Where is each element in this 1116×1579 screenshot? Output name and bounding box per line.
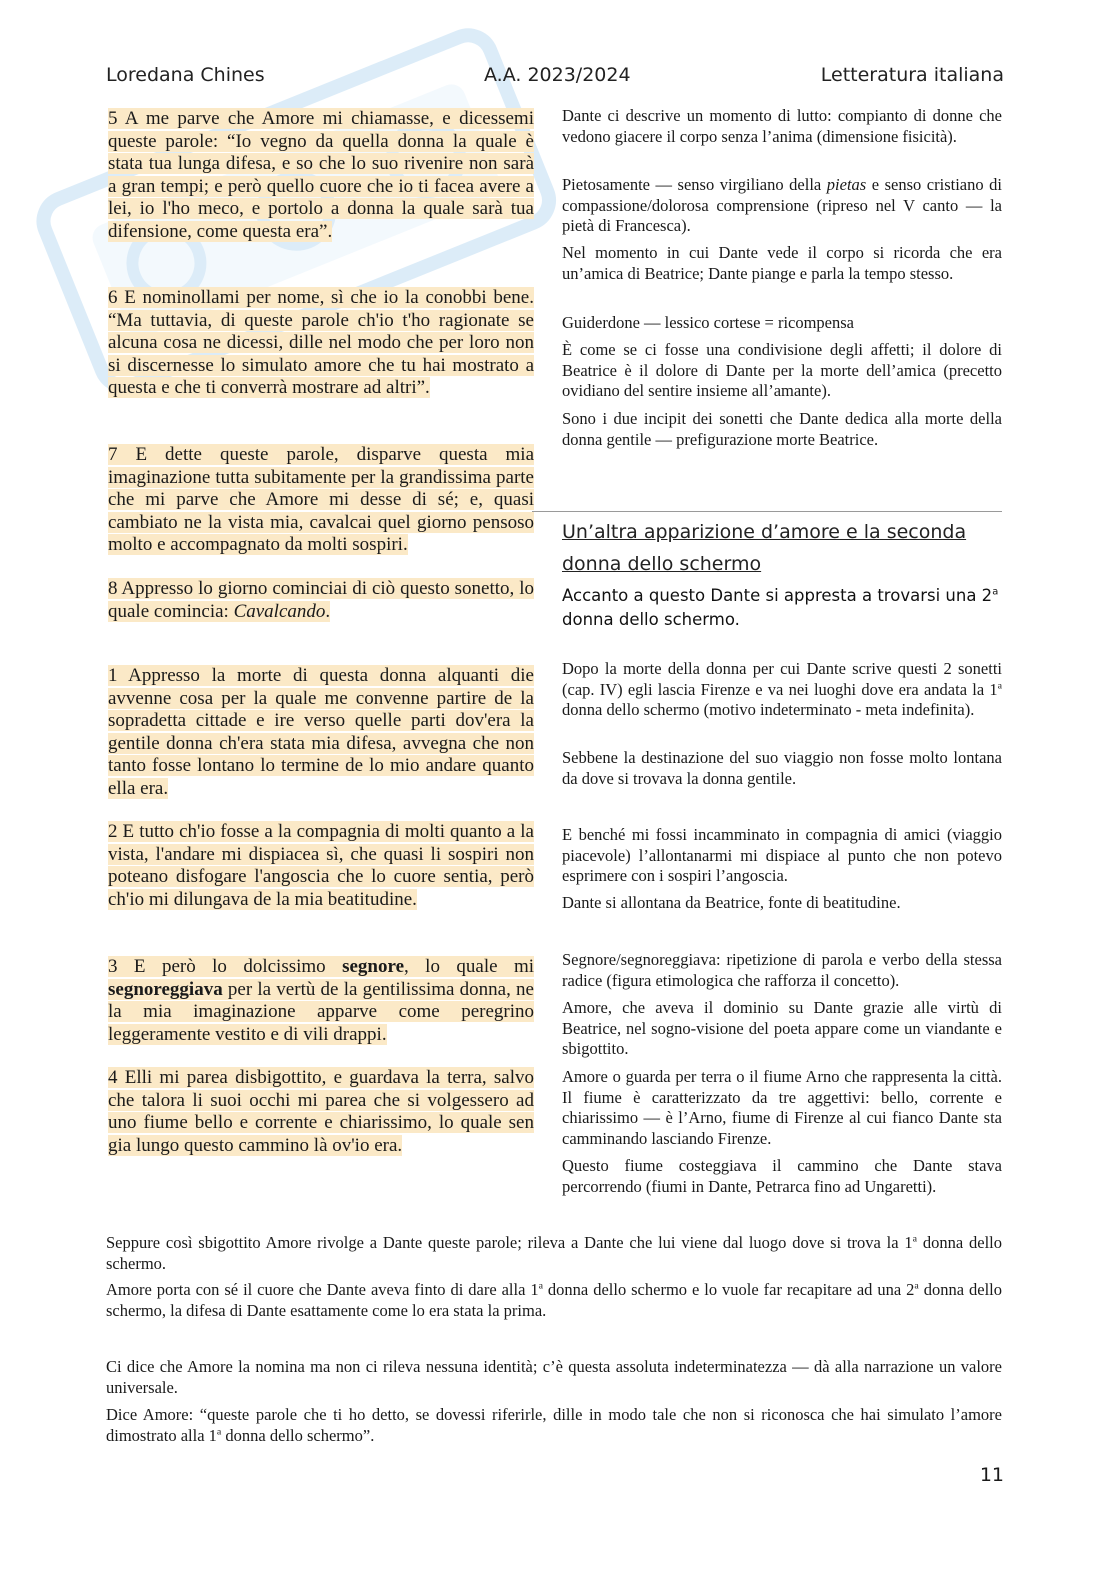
section-divider (532, 511, 1002, 512)
text-run: 3 E però lo dolcissimo (108, 956, 343, 977)
text-run: donna dello schermo (motivo indeterminato - meta indefinita). (562, 700, 975, 719)
text-run: Dante ci descrive un momento di lutto: compianto di donne che vedono giacere il corpo senza l’anima (dimensione fisicità). (562, 106, 1002, 146)
commentary-note (562, 748, 1002, 789)
text-run: Questo fiume costeggiava il cammino che Dante stava percorrendo (fiumi in Dante, Petrarca fino ad Ungaretti). (562, 1156, 1002, 1196)
commentary-note (562, 106, 1002, 147)
ordinal-superscript: a (912, 1233, 918, 1245)
text-run: Segnore/segnoreggiava: ripetizione di parola e verbo della stessa radice (figura etimologica che rafforza il concetto). (562, 950, 1002, 990)
vita-nuova-chapter-paragraph-3 (108, 956, 534, 1046)
text-run: Seppure così sbigottito Amore rivolge a Dante queste parole; rileva a Dante che lui viene dal luogo dove si trova la 1 (106, 1233, 913, 1252)
vita-nuova-paragraph-7 (108, 444, 534, 557)
commentary-note (562, 313, 1002, 334)
text-run: Pietosamente — senso virgiliano della (562, 175, 827, 194)
italic-term: pietas (826, 175, 867, 194)
commentary-note (562, 409, 1002, 450)
text-run: Sebbene la destinazione del suo viaggio non fosse molto lontana da dove si trovava la donna gentile. (562, 748, 1002, 788)
text-run: Ci dice che Amore la nomina ma non ci rileva nessuna identità; c’è questa assoluta indeterminatezza — dà alla narrazione un valore universale. (106, 1357, 1002, 1397)
text-run: donna dello schermo e lo vuole far recapitare ad una 2 (542, 1280, 915, 1299)
header-author: Loredana Chines (106, 64, 265, 86)
summary-note (106, 1233, 1002, 1274)
text-run: per la vertù de la gentilissima donna, ne la mia imaginazione apparve come peregrino leggeramente vestito e di vili drappi. (108, 978, 534, 1045)
ordinal-superscript: a (538, 1280, 543, 1292)
commentary-note (562, 825, 1002, 887)
vita-nuova-paragraph-5 (108, 108, 534, 243)
vita-nuova-chapter-paragraph-1 (108, 665, 534, 800)
text-run: 1 Appresso la morte di questa donna alquanti die avvenne cosa per la quale me convenne partire de la sopradetta cittade e ire verso quelle parti dov'era la gentile donna ch'era stata mia difesa, avvegna che non tanto fosse lontano lo termine de lo mio andare quanto ella era. (108, 665, 534, 799)
text-run: . (325, 600, 331, 622)
vita-nuova-paragraph-8 (108, 578, 534, 623)
bold-term: segnore (342, 956, 405, 977)
text-run: 7 E dette queste parole, disparve questa mia imaginazione tutta subitamente per la grandissima parte che mi parve che Amore mi desse di sé; e, quasi cambiato ne la vista mia, cavalcai quel giorno pensoso molto e accompagnato da molti sospiri. (108, 444, 534, 555)
commentary-note (562, 659, 1002, 721)
summary-note (106, 1405, 1002, 1446)
text-run: Amore, che aveva il dominio su Dante grazie alle virtù di Beatrice, nel sogno-visione del poeta appare come un viandante e sbigottito. (562, 998, 1002, 1058)
text-run: e senso cristiano di compassione/dolorosa comprensione (ripreso nel V canto — la pietà di Francesca). (562, 175, 1003, 235)
commentary-note (562, 1067, 1002, 1149)
text-run: donna dello schermo. (106, 1233, 1002, 1273)
text-run: Amore porta con sé il cuore che Dante aveva finto di dare alla 1 (106, 1280, 539, 1299)
ordinal-superscript: a (997, 680, 1002, 691)
text-run: Guiderdone — lessico cortese = ricompensa (562, 313, 855, 332)
commentary-note (562, 1156, 1002, 1197)
text-run: 2 E tutto ch'io fosse a la compagnia di molti quanto a la vista, l'andare mi dispiacea sì, che quasi li sospiri non poteano disfogare l'angoscia che lo cuore sentia, però ch'io mi dilungava de la mia beatitudine. (108, 821, 534, 910)
text-run: 6 E nominollami per nome, sì che io la conobbi bene. “Ma tuttavia, di queste parole ch'io t'ho ragionate se alcuna cosa ne dicessi, dille nel modo che per loro non si discernesse lo simulato amore che tu hai mostrato a questa e che ti converrà mostrare ad altri”. (108, 287, 534, 398)
text-run: Amore o guarda per terra o il fiume Arno che rappresenta la città. Il fiume è caratterizzato da tre aggettivi: bello, corrente e chiarissimo — è l’Arno, fiume di Firenze al cui fianco Dante sta camminando lasciando Firenze. (562, 1067, 1002, 1148)
section-title: Un’altra apparizione d’amore e la seconda donna dello schermo (562, 521, 967, 575)
text-run: Nel momento in cui Dante vede il corpo si ricorda che era un’amica di Beatrice; Dante piange e parla la tempo stesso. (562, 243, 1002, 283)
commentary-note (562, 340, 1002, 402)
header-academic-year: A.A. 2023/2024 (484, 64, 631, 86)
commentary-note (562, 950, 1002, 991)
text-run: 5 A me parve che Amore mi chiamasse, e dicessemi queste parole: “Io vegno da quella donna la quale è stata tua lunga difesa, e so che lo suo rivenire non sarà a gran tempi; e però quello cuore che io ti facea avere a lei, io l'ho meco, e portolo a donna la quale sarà tua difensione, come questa era”. (108, 108, 534, 242)
commentary-note (562, 243, 1002, 284)
ordinal-superscript: a (914, 1280, 919, 1292)
text-run: , lo quale mi (404, 956, 535, 977)
summary-note (106, 1280, 1002, 1321)
ordinal-superscript: a (216, 1426, 222, 1437)
text-run: Dice Amore: “queste parole che ti ho detto, se dovessi riferirle, dille in modo tale che non si riconosca che hai simulato l’amore dimostrato alla 1 (106, 1405, 1002, 1445)
summary-note (106, 1357, 1002, 1398)
header-course: Letteratura italiana (820, 64, 1004, 86)
text-run: Sono i due incipit dei sonetti che Dante dedica alla morte della donna gentile — prefigurazione morte Beatrice. (562, 409, 1002, 449)
commentary-note (562, 893, 1002, 914)
vita-nuova-paragraph-6 (108, 287, 534, 400)
italic-term: Cavalcando (233, 600, 326, 622)
text-run: È come se ci fosse una condivisione degli affetti; il dolore di Beatrice è il dolore di Dante per la morte dell’amica (precetto ovidiano del sentire insieme all’amante). (562, 340, 1002, 400)
text-run: 8 Appresso lo giorno cominciai di ciò questo sonetto, lo quale comincia: (108, 578, 534, 622)
bold-term: segnoreggiava (108, 978, 223, 1000)
text-run: E benché mi fossi incamminato in compagnia di amici (viaggio piacevole) l’allontanarmi mi dispiace al punto che non potevo esprimere con i sospiri l’angoscia. (562, 825, 1002, 885)
text-run: 4 Elli mi parea disbigottito, e guardava la terra, salvo che talora li suoi occhi mi parea che si volgessero ad uno fiume bello e corrente e chiarissimo, lo quale sen gia lungo questo cammino là ov'io era. (108, 1067, 534, 1156)
vita-nuova-chapter-paragraph-2 (108, 821, 534, 911)
page-number: 11 (979, 1464, 1004, 1486)
vita-nuova-chapter-paragraph-4 (108, 1067, 534, 1157)
text-run: Dante si allontana da Beatrice, fonte di beatitudine. (562, 893, 901, 912)
text-run: donna dello schermo, la difesa di Dante esattamente come lo era stata la prima. (106, 1280, 1002, 1320)
section-subtitle: Accanto a questo Dante si appresta a trovarsi una 2$^a$ donna dello schermo. (562, 586, 999, 629)
text-run: Dopo la morte della donna per cui Dante scrive questi 2 sonetti (cap. IV) egli lascia Firenze e va nei luoghi dove era andata la 1 (562, 659, 1002, 699)
text-run: donna dello schermo”. (221, 1425, 375, 1445)
commentary-note (562, 175, 1002, 237)
commentary-note (562, 998, 1002, 1060)
